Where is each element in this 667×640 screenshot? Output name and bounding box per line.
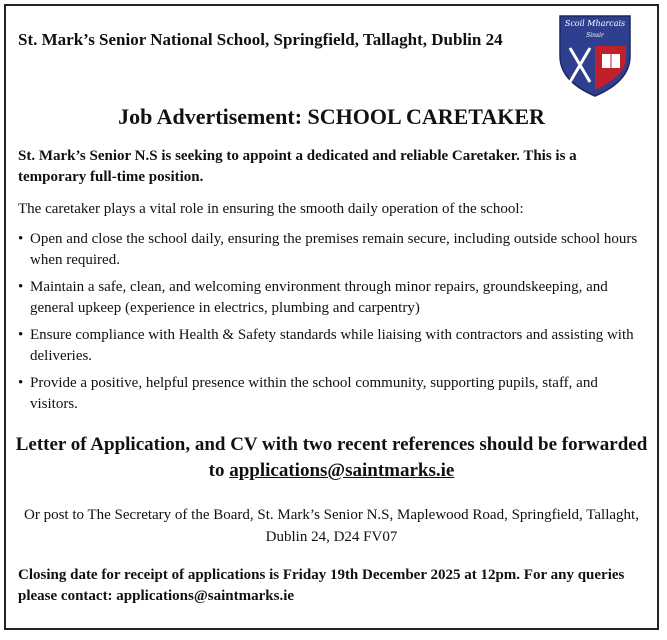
duty-item: • Provide a positive, helpful presence within the school community, supporting pupils, staff, and visitors. bbox=[18, 373, 648, 415]
duty-item: • Ensure compliance with Health & Safety standards while liaising with contractors and assisting with deliveries. bbox=[18, 325, 648, 367]
school-crest-logo bbox=[556, 12, 634, 98]
school-name: St. Mark’s Senior National School, Springfield, Tallaght, Dublin 24 bbox=[18, 30, 503, 49]
application-instructions bbox=[10, 432, 653, 484]
apply-email-link[interactable]: applications@saintmarks.ie bbox=[229, 460, 455, 481]
apply-text: Letter of Application, and CV with two recent references should be forwarded to bbox=[15, 434, 648, 481]
postal-address: Or post to The Secretary of the Board, St. Mark’s Senior N.S, Maplewood Road, Springfield, Tallaght, Dublin 24, D24 FV07 bbox=[24, 507, 639, 545]
crest-motto: Scoil Mharcais bbox=[564, 19, 626, 28]
duties-lead: The caretaker plays a vital role in ensuring the smooth daily operation of the school: bbox=[18, 201, 524, 217]
duties-list bbox=[18, 229, 648, 421]
duty-item: • Open and close the school daily, ensuring the premises remain secure, including outside school hours when required. bbox=[18, 229, 648, 271]
crest-sub: Sinsir bbox=[586, 32, 604, 39]
closing-date: Closing date for receipt of applications is Friday 19th December 2025 at 12pm. For any queries please contact: applications@saintmarks.ie bbox=[18, 567, 625, 604]
duty-item: • Maintain a safe, clean, and welcoming environment through minor repairs, groundskeeping, and general upkeep (experience in electrics, plumbing and carpentry) bbox=[18, 277, 648, 319]
job-title: Job Advertisement: SCHOOL CARETAKER bbox=[118, 104, 545, 129]
intro-paragraph: St. Mark’s Senior N.S is seeking to appoint a dedicated and reliable Caretaker. This is a temporary full-time position. bbox=[18, 148, 577, 185]
